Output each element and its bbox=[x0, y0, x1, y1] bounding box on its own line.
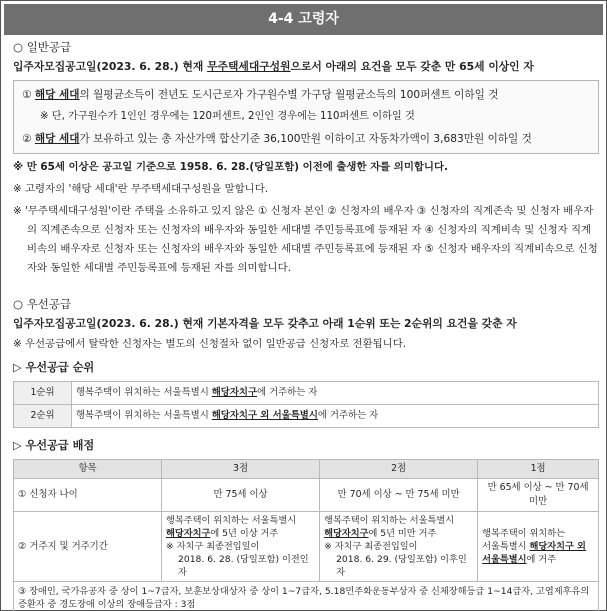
table-row bbox=[14, 582, 599, 611]
table-row bbox=[14, 405, 599, 428]
requirements-box bbox=[13, 80, 599, 154]
priority-supply-heading: ○ 우선공급 bbox=[13, 297, 72, 312]
rank-desc: 행복주택이 위치하는 서울특별시 해당자치구 외 서울특별시에 거주하는 자 bbox=[72, 405, 599, 428]
rank-table bbox=[13, 381, 599, 428]
note-definition: ※ '무주택세대구성원'이란 주택을 소유하고 있지 않은 ① 신청자 본인 ② 신청자의 배우자 ③ 신청자의 직계존속 및 신청자 배우자의 직계존속으로 신청자 또는 신청자의 배우자와 동일한 세대별 주민등록표에 등재된 자 ④ 신청자의 직계비속 및 신청자 직계비속의 배우자로 신청자 또는 신청자의 배우자와 동일한 세대별 주민등록표에 등재된 자 ⑤ 신청자 배우자의 직계비속으로 신청자와 동일한 세대별 주민등록표에 등재된 자를 의미합니다. bbox=[13, 205, 598, 275]
section-title: 4-4 고령자 bbox=[4, 4, 603, 35]
note-age: ※ 만 65세 이상은 공고일 기준으로 1958. 6. 28.(당일포함) 이전에 출생한 자를 의미합니다. bbox=[13, 161, 448, 174]
col-header: 1점 bbox=[478, 459, 599, 478]
table-row bbox=[14, 479, 599, 512]
requirement-1: ① 해당 세대의 월평균소득이 전년도 도시근로자 가구원수별 가구당 월평균소득의 100퍼센트 이하일 것 bbox=[22, 89, 499, 102]
item-cell: ① 신청자 나이 bbox=[14, 479, 162, 512]
priority-note: ※ 우선공급에서 탈락한 신청자는 별도의 신청절차 없이 일반공급 신청자로 전환됩니다. bbox=[13, 338, 407, 351]
rank-cell: 1순위 bbox=[14, 382, 72, 405]
score-cell: 행복주택이 위치하는 서울특별시 해당자치구에 5년 이상 거주 ※ 자치구 최종전입일이 2018. 6. 28. (당일포함) 이전인 자 bbox=[162, 512, 320, 582]
col-header: 3점 bbox=[162, 459, 320, 478]
priority-intro: 입주자모집공고일(2023. 6. 28.) 현재 기본자격을 모두 갖추고 아래 1순위 또는 2순위의 요건을 갖춘 자 bbox=[13, 317, 517, 331]
note-household: ※ 고령자의 '해당 세대'란 무주택세대구성원을 말합니다. bbox=[13, 183, 269, 196]
score-cell: 만 75세 이상 bbox=[162, 479, 320, 512]
requirement-1-note: ※ 단, 가구원수가 1인인 경우에는 120퍼센트, 2인인 경우에는 110퍼센트 이하일 것 bbox=[40, 111, 415, 123]
rank-cell: 2순위 bbox=[14, 405, 72, 428]
score-cell: 만 70세 이상 ~ 만 75세 미만 bbox=[320, 479, 478, 512]
table-row bbox=[14, 382, 599, 405]
requirement-2: ② 해당 세대가 보유하고 있는 총 자산가액 합산기준 36,100만원 이하이고 자동차가액이 3,683만원 이하일 것 bbox=[22, 133, 532, 146]
rank-desc: 행복주택이 위치하는 서울특별시 해당자치구에 거주하는 자 bbox=[72, 382, 599, 405]
general-supply-heading: ○ 일반공급 bbox=[13, 40, 72, 54]
score-heading: ▷ 우선공급 배점 bbox=[13, 439, 95, 453]
item-cell: ② 거주지 및 거주기간 bbox=[14, 512, 162, 582]
table-header-row bbox=[14, 459, 599, 478]
score-table bbox=[13, 459, 599, 611]
col-header: 2점 bbox=[320, 459, 478, 478]
score-cell: 행복주택이 위치하는 서울특별시 해당자치구에 5년 미만 거주 ※ 자치구 최종전입일이 2018. 6. 29. (당일포함) 이후인 자 bbox=[320, 512, 478, 582]
score-cell: 만 65세 이상 ~ 만 70세 미만 bbox=[478, 479, 599, 512]
rank-heading: ▷ 우선공급 순위 bbox=[13, 361, 95, 375]
table-row bbox=[14, 512, 599, 582]
general-intro: 입주자모집공고일(2023. 6. 28.) 현재 무주택세대구성원으로서 아래의 요건을 모두 갖춘 만 65세 이상인 자 bbox=[13, 60, 534, 73]
content bbox=[13, 39, 599, 611]
col-header: 항목 bbox=[14, 459, 162, 478]
score-cell: 행복주택이 위치하는 서울특별시 해당자치구 외 서울특별시에 거주 bbox=[478, 512, 599, 582]
item-cell: ③ 장애인, 국가유공자 중 상이 1~7급자, 보훈보상대상자 중 상이 1~7급자, 5.18민주화운동부상자 중 신체장해등급 1~14급자, 고엽제후유의증환자 중 경도장애 이상의 장애등급자 : 3점 bbox=[14, 582, 599, 611]
